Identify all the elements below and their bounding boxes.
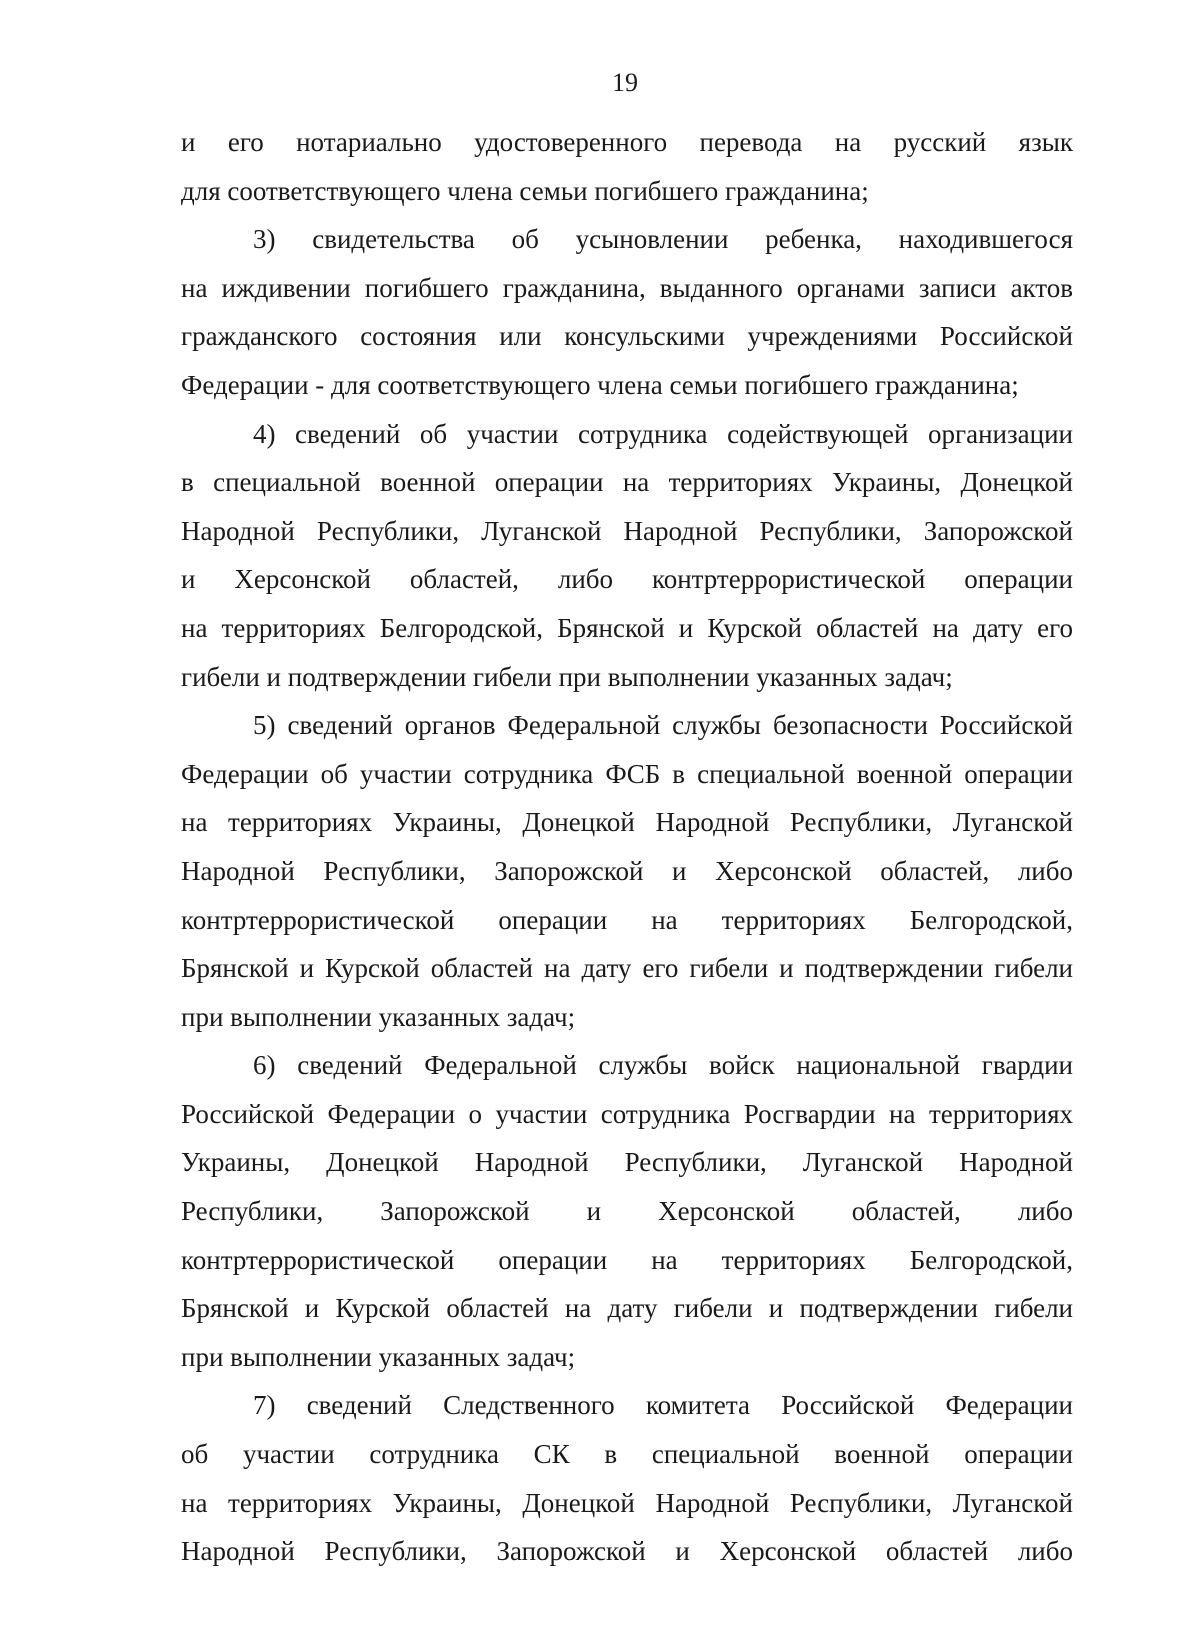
paragraph-item-3 xyxy=(181,215,1073,409)
text-line: 3) свидетельства об усыновлении ребенка, находившегося xyxy=(253,224,1073,255)
document-body xyxy=(181,118,1073,1576)
text-line: 6) сведений Федеральной службы войск национальной гвардии xyxy=(253,1050,1073,1081)
text-line: 7) сведений Следственного комитета Российской Федерации xyxy=(253,1390,1073,1421)
text-line: при выполнении указанных задач; xyxy=(181,1341,576,1372)
text-line: гражданского состояния или консульскими учреждениями Российской xyxy=(181,321,1073,352)
paragraph-item-6 xyxy=(181,1041,1073,1381)
text-line: на территориях Белгородской, Брянской и Курской областей на дату его xyxy=(181,612,1073,643)
text-line: контртеррористической операции на территориях Белгородской, xyxy=(181,1244,1073,1275)
text-line: для соответствующего члена семьи погибшего гражданина; xyxy=(181,175,869,206)
text-line: Федерации об участии сотрудника ФСБ в специальной военной операции xyxy=(181,758,1073,789)
paragraph-item-7 xyxy=(181,1381,1073,1575)
text-line: и Херсонской областей, либо контртеррористической операции xyxy=(181,564,1073,595)
text-line: 5) сведений органов Федеральной службы безопасности Российской xyxy=(253,710,1073,741)
text-line: Народной Республики, Луганской Народной Республики, Запорожской xyxy=(181,515,1073,546)
text-line: на территориях Украины, Донецкой Народной Республики, Луганской xyxy=(181,1487,1073,1518)
text-line: в специальной военной операции на территориях Украины, Донецкой xyxy=(181,467,1073,498)
text-line: Республики, Запорожской и Херсонской областей, либо xyxy=(181,1196,1073,1227)
paragraph-item-5 xyxy=(181,701,1073,1041)
text-line: Народной Республики, Запорожской и Херсонской областей либо xyxy=(181,1536,1073,1567)
text-line: Украины, Донецкой Народной Республики, Луганской Народной xyxy=(181,1147,1073,1178)
text-line: гибели и подтверждении гибели при выполнении указанных задач; xyxy=(181,661,953,692)
page-number: 19 xyxy=(612,68,638,97)
text-line: Брянской и Курской областей на дату его гибели и подтверждении гибели xyxy=(181,953,1073,984)
text-line: Брянской и Курской областей на дату гибели и подтверждении гибели xyxy=(181,1293,1073,1324)
text-line: контртеррористической операции на территориях Белгородской, xyxy=(181,904,1073,935)
text-line: Федерации - для соответствующего члена семьи погибшего гражданина; xyxy=(181,369,1019,400)
text-line: Народной Республики, Запорожской и Херсонской областей, либо xyxy=(181,855,1073,886)
text-line: при выполнении указанных задач; xyxy=(181,1001,576,1032)
text-line: 4) сведений об участии сотрудника содействующей организации xyxy=(253,418,1073,449)
text-line: на иждивении погибшего гражданина, выданного органами записи актов xyxy=(181,272,1073,303)
text-line: об участии сотрудника СК в специальной военной операции xyxy=(181,1439,1073,1470)
text-line: и его нотариально удостоверенного перевода на русский язык xyxy=(181,127,1073,157)
paragraph-item-4 xyxy=(181,410,1073,702)
text-line: на территориях Украины, Донецкой Народной Республики, Луганской xyxy=(181,807,1073,838)
paragraph-continuation xyxy=(181,118,1073,215)
text-line: Российской Федерации о участии сотрудника Росгвардии на территориях xyxy=(181,1098,1073,1129)
